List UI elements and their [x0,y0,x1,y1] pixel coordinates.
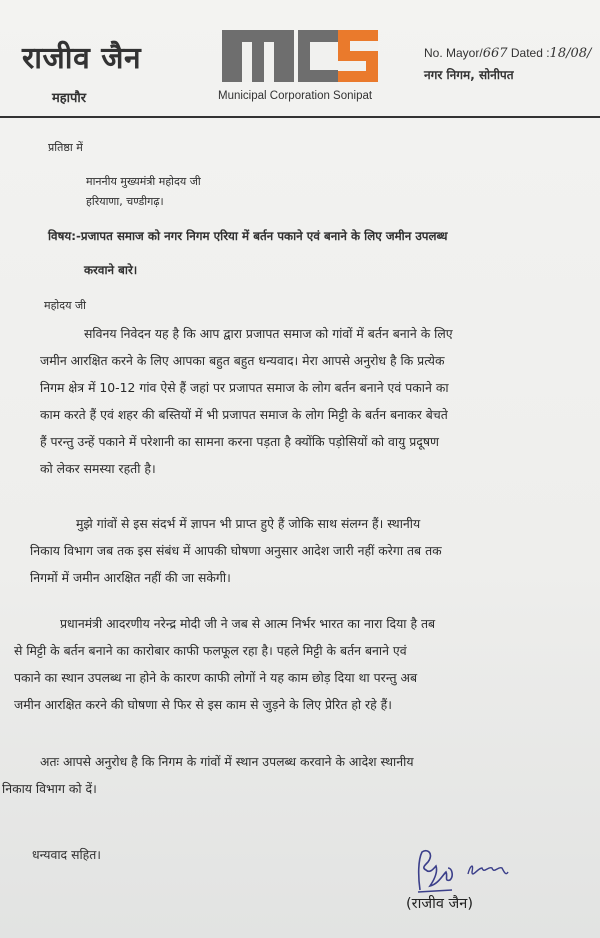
paragraph-2: मुझे गांवों से इस संदर्भ में ज्ञापन भी प्राप्त हुऐ हैं जोकि साथ संलग्न हैं। स्थानीय निकाय विभाग जब तक इस संबंध में आपकी घोषणा अनुसार आदेश जारी नहीं करेगा तब तक निगमों में जमीन आरक्षित नहीं की जा सकेगी। [30,516,442,585]
ref-prefix: No. Mayor/ [424,46,483,60]
ref-number: 667 [482,46,508,61]
ref-date: 18/08/ [549,46,592,61]
signatory-name: (राजीव जैन) [406,896,473,912]
reference-line [424,46,591,61]
recipient-line-2: हरियाणा, चण्डीगढ़। [86,195,164,208]
paragraph-1: सविनय निवेदन यह है कि आप द्वारा प्रजापत समाज को गांवों में बर्तन बनाने के लिए जमीन आरक्षित करने के लिए आपका बहुत बहुत धन्यवाद। मेरा आपसे अनुरोध है कि प्रत्येक निगम क्षेत्र में 10-12 गांव ऐसे हैं जहां पर प्रजापत समाज के लोग बर्तन बनाने एवं पकाने का काम करते हैं एवं शहर की बस्तियों में भी प्रजापत समाज के लोग मिट्टी के बर्तन बनाकर बेचते हैं परन्तु उन्हें पकाने में परेशानी का सामना करना पड़ता है क्योंकि पड़ोसियों को वायु प्रदूषण को लेकर समस्या रहती है। [40,326,453,476]
closing: धन्यवाद सहित। [32,847,102,862]
signature-icon [412,846,532,896]
logo-subtitle: Municipal Corporation Sonipat [218,90,373,102]
mayor-designation: महापौर [52,91,87,106]
logo-letter-c [298,30,338,82]
dated-label: Dated : [507,46,550,60]
greeting: महोदय जी [44,299,86,312]
header-divider [0,116,600,118]
paragraph-4: अतः आपसे अनुरोध है कि निगम के गांवों में स्थान उपलब्ध करवाने के आदेश स्थानीय निकाय विभाग को दें। [2,754,414,796]
logo-letter-m [222,30,294,82]
mcs-logo [222,30,372,90]
paragraph-3: प्रधानमंत्री आदरणीय नरेन्द्र मोदी जी ने जब से आत्म निर्भर भारत का नारा दिया है तब से मिट्टी के बर्तन बनाने का कारोबार काफी फलफूल रहा है। पहले मिट्टी के बर्तन बनाने एवं पकाने का स्थान उपलब्ध ना होने के कारण काफी लोगों ने यह काम छोड़ दिया था परन्तु अब जमीन आरक्षित करने की घोषणा से फिर से इस काम से जुड़ने के लिए प्रेरित हो रहे हैं। [14,616,436,712]
subject-line-1: विषय:-प्रजापत समाज को नगर निगम एरिया में बर्तन पकाने एवं बनाने के लिए जमीन उपलब्ध [48,229,448,243]
mayor-name: राजीव जैन [22,41,142,76]
recipient-line-1: माननीय मुख्यमंत्री महोदय जी [86,175,201,188]
office-name: नगर निगम, सोनीपत [424,68,514,82]
logo-letter-s [338,30,378,82]
subject-line-2: करवाने बारे। [84,263,138,277]
addressed-to: प्रतिष्ठा में [48,141,83,154]
